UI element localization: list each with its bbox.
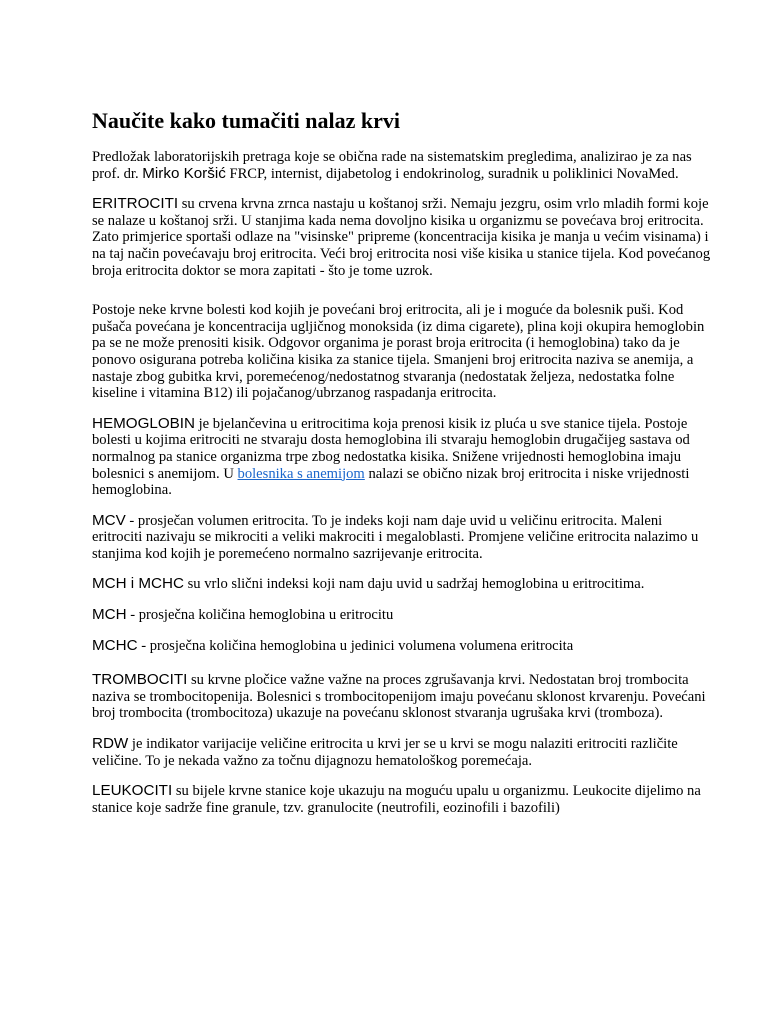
- mchc-paragraph: [92, 638, 712, 655]
- eritrociti-paragraph: [92, 196, 712, 279]
- mch-mchc-term: MCH i MCHC: [92, 575, 184, 593]
- mch-paragraph: [92, 607, 712, 624]
- mch-text: - prosječna količina hemoglobina u eritrocitu: [126, 607, 394, 624]
- hemoglobin-term: HEMOGLOBIN: [92, 414, 195, 432]
- author-name: Mirko Koršić: [142, 164, 226, 182]
- intro-paragraph: [92, 149, 712, 182]
- mch-mchc-text: su vrlo slični indeksi koji nam daju uvid u sadržaj hemoglobina u eritrocitima.: [183, 576, 645, 593]
- intro-text: Predložak laboratorijskih pretraga koje se obična rade na sistematskim pregledima, analizirao je za nas prof. dr.: [92, 149, 692, 182]
- eritrociti-text: su crvena krvna zrnca nastaju u koštanoj srži. Nemaju jezgru, osim vrlo mladih formi koje se nalaze u koštanoj srži. U stanjima kada nema dovoljno kisika u organizmu se povećava broj eritrocita. Zato primjerice sportaši odlaze na "visinske" pripreme (koncentracija kisika je manja u većim visinama) i na taj način povećavaju broj eritrocita. Veći broj eritrocita nosi više kisika u stanice tijela. Kod povećanog broja eritrocita doktor se mora zapitati - što je tome uzrok.: [92, 196, 711, 279]
- mch-term: MCH: [92, 606, 127, 624]
- trombociti-paragraph: [92, 672, 712, 722]
- mchc-term: MCHC: [92, 636, 138, 654]
- document-page: [92, 108, 712, 830]
- anemija-link[interactable]: bolesnika s anemijom: [237, 465, 365, 482]
- mchc-text: - prosječna količina hemoglobina u jedinici volumena volumena eritrocita: [137, 637, 574, 654]
- trombociti-text: su krvne pločice važne važne na proces zgrušavanja krvi. Nedostatan broj trombocita naziva se trombocitopenija. Bolesnici s trombocitopenijom imaju povećanu sklonost krvarenju. Povećani broj trombocita (trombocitoza) ukazuje na povećanu sklonost stvaranja ugrušaka krvi (tromboza).: [92, 672, 706, 722]
- intro-text-after: FRCP, internist, dijabetolog i endokrinolog, suradnik u poliklinici NovaMed.: [225, 165, 679, 182]
- bolesti-paragraph: Postoje neke krvne bolesti kod kojih je povećani broj eritrocita, ali je i moguće da bolesnik puši. Kod pušača povećana je koncentracija ugljičnog monoksida (iz dima cigarete), plina koji okupira hemoglobin pa se ne može prenositi kisik. Odgovor organima je porast broja eritrocita (i hemoglobina) tako da je ponovo osigurana potreba količina kisika za stanice tijela. Smanjeni broj eritrocita naziva se anemija, a nastaje zbog gubitka krvi, poremećenog/nedostatnog stvaranja (nedostatak željeza, nedostatka folne kiseline i vitamina B12) ili pojačanog/ubrzanog raspadanja eritrocita.: [92, 302, 705, 402]
- leukociti-text: su bijele krvne stanice koje ukazuju na moguću upalu u organizmu. Leukocite dijelimo na stanice koje sadrže fine granule, tzv. granulocite (neutrofili, eozinofili i bazofili): [92, 783, 701, 816]
- hemoglobin-text: je bjelančevina u eritrocitima koja prenosi kisik iz pluća u sve stanice tijela. Postoje bolesti u kojima eritrociti ne stvaraju dosta hemoglobina ili stvaraju hemoglobin drugačijeg sastava od normalnog pa stanice organizma trpe zbog nedostatka kisika. Snižene vrijednosti hemoglobina imaju bolesnici s anemijom. U: [92, 415, 690, 482]
- page-title: Naučite kako tumačiti nalaz krvi: [92, 108, 400, 133]
- rdw-paragraph: [92, 736, 712, 769]
- leukociti-term: LEUKOCITI: [92, 782, 173, 800]
- mcv-paragraph: [92, 513, 712, 563]
- eritrociti-term: ERITROCITI: [92, 195, 179, 213]
- trombociti-term: TROMBOCITI: [92, 671, 188, 689]
- hemoglobin-text-after: nalazi se obično nizak broj eritrocita i niske vrijednosti hemoglobina.: [92, 465, 690, 499]
- mch-mchc-paragraph: [92, 576, 712, 593]
- mcv-text: - prosječan volumen eritrocita. To je indeks koji nam daje uvid u veličinu eritrocita. Maleni eritrociti nazivaju se mikrociti a veliki makrociti i megaloblasti. Promjene veličine eritrocita nalazimo u stanjima kod kojih je poremećeno normalno sazrijevanje eritrocita.: [92, 512, 699, 562]
- rdw-term: RDW: [92, 735, 129, 753]
- leukociti-paragraph: [92, 783, 712, 816]
- rdw-text: je indikator varijacije veličine eritrocita u krvi jer se u krvi se mogu nalaziti eritrociti različite veličine. To je nekada važno za točnu dijagnozu hematološkog poremećaja.: [92, 736, 678, 769]
- mcv-term: MCV: [92, 511, 126, 529]
- hemoglobin-paragraph: [92, 416, 712, 499]
